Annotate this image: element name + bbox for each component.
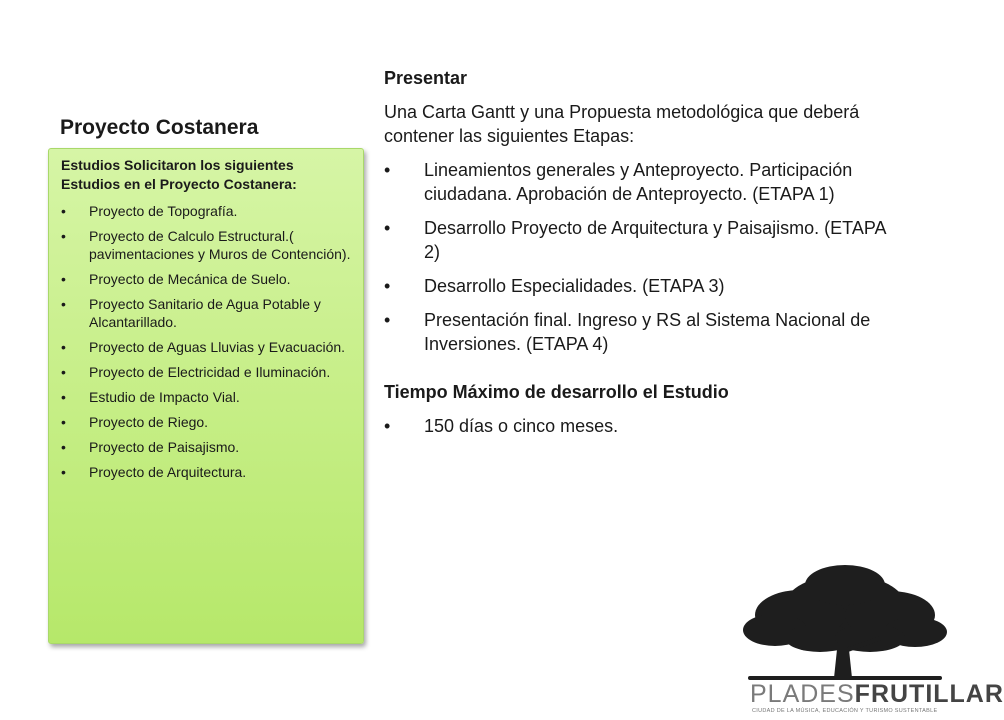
bullet-icon: • bbox=[61, 464, 66, 480]
studies-list bbox=[61, 202, 353, 481]
list-item: • Proyecto de Electricidad e Iluminación. bbox=[61, 364, 331, 380]
bullet-icon: • bbox=[384, 218, 391, 238]
stages-list bbox=[384, 158, 890, 356]
list-item: • Proyecto de Riego. bbox=[61, 414, 209, 430]
list-item: • Proyecto de Arquitectura. bbox=[61, 464, 247, 480]
present-heading: Presentar bbox=[384, 68, 468, 88]
bullet-icon: • bbox=[384, 276, 391, 296]
right-column bbox=[384, 66, 890, 448]
bullet-icon: • bbox=[61, 439, 66, 455]
list-item: • Presentación final. Ingreso y RS al Sistema Nacional de Inversiones. (ETAPA 4) bbox=[384, 310, 871, 354]
bullet-icon: • bbox=[61, 228, 66, 244]
left-title: Proyecto Costanera bbox=[60, 116, 259, 139]
time-list bbox=[384, 414, 890, 438]
bullet-icon: • bbox=[61, 271, 66, 287]
bullet-icon: • bbox=[61, 339, 66, 355]
time-heading: Tiempo Máximo de desarrollo el Estudio bbox=[384, 382, 729, 402]
list-item: • Proyecto de Topografía. bbox=[61, 203, 238, 219]
list-item: • Desarrollo Proyecto de Arquitectura y Paisajismo. (ETAPA 2) bbox=[384, 218, 886, 262]
bullet-icon: • bbox=[61, 203, 66, 219]
bullet-icon: • bbox=[384, 416, 391, 436]
bullet-icon: • bbox=[384, 310, 391, 330]
bullet-icon: • bbox=[384, 160, 391, 180]
logo-tagline: CIUDAD DE LA MÚSICA, EDUCACIÓN Y TURISMO SUSTENTABLE bbox=[752, 708, 938, 714]
intro-text: Una Carta Gantt y una Propuesta metodológica que deberá contener las siguientes Etapas: bbox=[384, 102, 860, 146]
list-item: • Proyecto de Aguas Lluvias y Evacuación. bbox=[61, 339, 346, 355]
list-item: • Proyecto de Mecánica de Suelo. bbox=[61, 271, 291, 287]
studies-box bbox=[48, 148, 364, 644]
bullet-icon: • bbox=[61, 389, 66, 405]
list-item: • Desarrollo Especialidades. (ETAPA 3) bbox=[384, 276, 725, 296]
list-item: • Proyecto de Paisajismo. bbox=[61, 439, 240, 455]
bullet-icon: • bbox=[61, 364, 66, 380]
bullet-icon: • bbox=[61, 414, 66, 430]
studies-heading: Estudios Solicitaron los siguientes Estudios en el Proyecto Costanera: bbox=[61, 157, 297, 192]
list-item: • Estudio de Impacto Vial. bbox=[61, 389, 240, 405]
list-item: • Lineamientos generales y Anteproyecto. Participación ciudadana. Aprobación de Anteproyecto. (ETAPA 1) bbox=[384, 160, 853, 204]
logo-wordmark: PLADESFRUTILLAR bbox=[750, 680, 1004, 708]
bullet-icon: • bbox=[61, 296, 66, 312]
list-item: • Proyecto Sanitario de Agua Potable y Alcantarillado. bbox=[61, 296, 321, 330]
list-item: • Proyecto de Calculo Estructural.( pavimentaciones y Muros de Contención). bbox=[61, 228, 351, 262]
list-item: • 150 días o cinco meses. bbox=[384, 416, 619, 436]
